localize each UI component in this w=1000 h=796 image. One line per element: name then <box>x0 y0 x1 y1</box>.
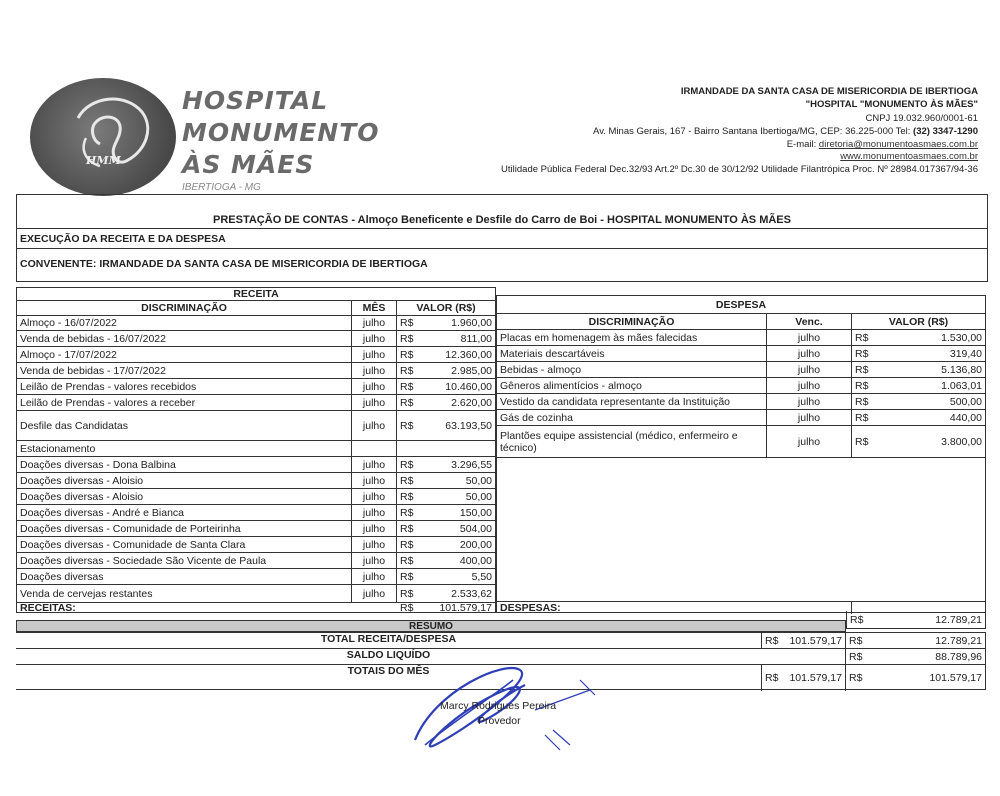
receita-row-disc: Doações diversas - Aloisio <box>17 489 352 504</box>
despesa-row-currency: R$ <box>855 435 869 448</box>
resumo-row-label: SALDO LIQUÍDO <box>346 649 431 661</box>
despesa-row-valor: 500,00 <box>949 395 982 408</box>
resumo-row <box>16 633 985 649</box>
resumo-heading-row <box>16 620 846 632</box>
receita-row-currency: R$ <box>400 396 414 409</box>
resumo-heading: RESUMO <box>409 621 453 631</box>
execucao-row <box>17 229 987 249</box>
receita-row-valor: 63.193,50 <box>445 419 492 432</box>
receita-row-currency: R$ <box>400 348 414 361</box>
despesa-col-venc: Venc. <box>767 314 852 329</box>
receita-total-row <box>17 601 495 614</box>
logo-text-line-3: ÀS MÃES <box>182 150 315 179</box>
resumo-row-despesa-currency: R$ <box>849 634 863 647</box>
convenente-label: CONVENENTE: IRMANDADE DA SANTA CASA DE MISERICORDIA DE IBERTIOGA <box>20 258 428 270</box>
despesa-total-label: DESPESAS: <box>497 602 852 614</box>
receita-col-valor: VALOR (R$) <box>416 302 476 314</box>
despesa-row-currency: R$ <box>855 411 869 424</box>
receita-row-valor: 3.296,55 <box>451 458 492 471</box>
despesa-row-disc: Placas em homenagem às mães falecidas <box>497 330 767 345</box>
despesa-row-disc: Materiais descartáveis <box>497 346 767 361</box>
receita-row-valor: 1.960,00 <box>451 317 492 329</box>
despesa-row-disc: Plantões equipe assistencial (médico, enfermeiro e técnico) <box>497 426 767 457</box>
despesa-row-disc: Vestido da candidata representante da Instituição <box>497 394 767 409</box>
despesa-row <box>497 410 985 426</box>
receita-row-valor: 2.620,00 <box>451 396 492 409</box>
resumo-row-despesa-currency: R$ <box>849 672 863 684</box>
receita-row-disc: Venda de bebidas - 16/07/2022 <box>17 331 352 346</box>
receita-row-currency: R$ <box>400 587 414 600</box>
receita-row-currency: R$ <box>400 458 414 471</box>
receita-row <box>17 379 495 395</box>
receita-row-disc: Almoço - 16/07/2022 <box>17 316 352 330</box>
receita-row <box>17 505 495 521</box>
receita-row-currency: R$ <box>400 380 414 393</box>
info-box <box>16 194 988 282</box>
receita-row-valor: 200,00 <box>459 538 492 551</box>
despesa-table <box>496 295 986 613</box>
receita-row-mes: julho <box>352 585 397 602</box>
receita-row <box>17 521 495 537</box>
resumo-row-despesa: 101.579,17 <box>929 672 982 684</box>
despesa-row-disc: Gêneros alimentícios - almoço <box>497 378 767 393</box>
receita-row-disc: Doações diversas - Sociedade São Vicente de Paula <box>17 553 352 568</box>
despesa-row-valor: 319,40 <box>949 347 982 360</box>
hospital-logo <box>30 78 176 196</box>
website-link[interactable]: www.monumentoasmaes.com.br <box>840 151 978 162</box>
receita-row <box>17 441 495 457</box>
receita-row-disc: Doações diversas - Aloisio <box>17 473 352 488</box>
execucao-label: EXECUÇÃO DA RECEITA E DA DESPESA <box>20 232 226 245</box>
despesa-row <box>497 330 985 346</box>
receita-row-currency: R$ <box>400 490 414 503</box>
receita-row-currency: R$ <box>400 317 414 329</box>
receita-row-valor: 150,00 <box>459 506 492 519</box>
despesa-total-currency: R$ <box>850 613 864 626</box>
despesa-header-row <box>497 314 985 330</box>
receita-row-mes: julho <box>352 316 397 330</box>
receita-row <box>17 411 495 441</box>
receita-row-disc: Venda de bebidas - 17/07/2022 <box>17 363 352 378</box>
receita-row-currency: R$ <box>400 522 414 535</box>
email-line: E-mail: diretoria@monumentoasmaes.com.br <box>786 139 978 150</box>
receita-row <box>17 569 495 585</box>
receita-row <box>17 395 495 411</box>
receita-row-currency: R$ <box>400 474 414 487</box>
despesa-row-disc: Bebidas - almoço <box>497 362 767 377</box>
receita-row-disc: Doações diversas - Comunidade de Porteirinha <box>17 521 352 536</box>
despesa-row-disc: Gás de cozinha <box>497 410 767 425</box>
receita-row-mes <box>352 441 397 456</box>
receita-row <box>17 316 495 331</box>
hospital-name: "HOSPITAL "MONUMENTO ÀS MÃES" <box>805 99 978 110</box>
receita-row-disc: Desfile das Candidatas <box>17 411 352 440</box>
despesa-row-valor: 3.800,00 <box>941 435 982 448</box>
receita-row-mes: julho <box>352 521 397 536</box>
despesa-row <box>497 394 985 410</box>
despesa-row-valor: 1.530,00 <box>941 331 982 344</box>
despesa-row-venc: julho <box>767 330 852 345</box>
mother-silhouette-icon <box>30 78 176 196</box>
address: Av. Minas Gerais, 167 - Bairro Santana Ibertioga/MG, CEP: 36.225-000 Tel: (32) 3347-1290 <box>593 126 978 137</box>
report-title: PRESTAÇÃO DE CONTAS - Almoço Beneficente e Desfile do Carro de Boi - HOSPITAL MONUMENTO ÀS MÃES <box>213 213 791 226</box>
resumo-row-despesa-currency: R$ <box>849 650 863 663</box>
receita-row <box>17 331 495 347</box>
despesa-row-venc: julho <box>767 426 852 457</box>
receita-row-disc: Doações diversas - Comunidade de Santa Clara <box>17 537 352 552</box>
despesa-row-currency: R$ <box>855 363 869 376</box>
receita-row-disc: Doações diversas <box>17 569 352 584</box>
receita-row-valor: 2.985,00 <box>451 364 492 377</box>
receita-row-valor: 10.460,00 <box>445 380 492 393</box>
receita-row-valor: 50,00 <box>465 490 492 503</box>
despesa-row-valor: 440,00 <box>949 411 982 424</box>
resumo-row-despesa: 88.789,96 <box>935 650 982 663</box>
receita-total-label: RECEITAS: <box>20 601 76 614</box>
receita-row-disc: Estacionamento <box>17 441 352 456</box>
despesa-row-venc: julho <box>767 378 852 393</box>
receita-row-mes: julho <box>352 457 397 472</box>
receita-header-row <box>17 301 495 316</box>
receita-row-currency: R$ <box>400 538 414 551</box>
despesa-row-venc: julho <box>767 362 852 377</box>
despesa-heading: DESPESA <box>715 298 767 311</box>
signatory-name: Marcy Rodrigues Pereira <box>440 700 557 712</box>
convenente-row <box>17 249 987 279</box>
receita-row-disc: Doações diversas - Dona Balbina <box>17 457 352 472</box>
receita-row <box>17 489 495 505</box>
cnpj: CNPJ 19.032.960/0001-61 <box>865 113 978 124</box>
receita-row-currency: R$ <box>400 419 414 432</box>
receita-row-valor: 12.360,00 <box>445 348 492 361</box>
receita-row-mes: julho <box>352 395 397 410</box>
resumo-row-receita: 101.579,17 <box>783 633 846 648</box>
receita-row-disc: Leilão de Prendas - valores a receber <box>17 395 352 410</box>
despesa-row-valor: 5.136,80 <box>941 363 982 376</box>
receita-row <box>17 347 495 363</box>
receita-row-currency: R$ <box>400 506 414 519</box>
receita-row-currency: R$ <box>400 554 414 567</box>
despesa-row <box>497 346 985 362</box>
receita-table <box>16 287 496 613</box>
receita-row-valor: 5,50 <box>471 570 492 583</box>
receita-row-currency: R$ <box>400 570 414 583</box>
despesa-row <box>497 362 985 378</box>
receita-row-mes: julho <box>352 347 397 362</box>
resumo-row-label: TOTAL RECEITA/DESPESA <box>320 633 457 645</box>
logo-text-line-1: HOSPITAL <box>182 86 329 115</box>
logo-city: IBERTIOGA - MG <box>182 182 261 193</box>
despesa-total-box <box>846 611 986 629</box>
despesa-row-venc: julho <box>767 410 852 425</box>
email-link[interactable]: diretoria@monumentoasmaes.com.br <box>818 139 978 150</box>
receita-row-disc: Leilão de Prendas - valores recebidos <box>17 379 352 394</box>
receita-total-currency: R$ <box>400 601 414 614</box>
receita-row-mes: julho <box>352 379 397 394</box>
despesa-row <box>497 378 985 394</box>
receita-heading: RECEITA <box>233 288 279 300</box>
despesa-row-valor: 1.063,01 <box>941 379 982 392</box>
receita-row-valor: 811,00 <box>460 332 492 345</box>
despesa-col-disc: DISCRIMINAÇÃO <box>497 314 767 329</box>
receita-row-currency: R$ <box>400 364 414 377</box>
receita-row-valor: 2.533,62 <box>451 587 492 600</box>
receita-row-mes: julho <box>352 569 397 584</box>
despesa-col-valor: VALOR (R$) <box>888 315 949 328</box>
receita-heading-row <box>17 288 495 301</box>
receita-row-valor <box>422 441 495 456</box>
despesa-total-value: 12.789,21 <box>935 613 982 626</box>
receita-row-disc: Almoço - 17/07/2022 <box>17 347 352 362</box>
despesa-row-currency: R$ <box>855 347 869 360</box>
receita-row-disc: Venda de cervejas restantes <box>17 585 352 602</box>
org-name: IRMANDADE DA SANTA CASA DE MISERICORDIA DE IBERTIOGA <box>680 86 978 97</box>
receita-row-currency: R$ <box>400 332 414 345</box>
logo-initials: HMM <box>86 154 121 167</box>
receita-col-mes: MÊS <box>352 301 397 315</box>
receita-row <box>17 457 495 473</box>
resumo-row-receita: 101.579,17 <box>783 665 846 691</box>
receita-row-mes: julho <box>352 489 397 504</box>
receita-row <box>17 363 495 379</box>
report-title-row <box>17 211 987 229</box>
receita-row <box>17 537 495 553</box>
resumo-row-receita-currency: R$ <box>761 633 783 648</box>
receita-row <box>17 553 495 569</box>
receita-row-mes: julho <box>352 553 397 568</box>
receita-row-disc: Doações diversas - André e Bianca <box>17 505 352 520</box>
despesa-row <box>497 426 985 458</box>
receita-row-mes: julho <box>352 505 397 520</box>
resumo-row-receita-currency: R$ <box>761 665 783 691</box>
receita-row-mes: julho <box>352 537 397 552</box>
signatory-role: Provedor <box>478 715 521 727</box>
receita-row-valor: 400,00 <box>459 554 492 567</box>
despesa-heading-row <box>497 296 985 314</box>
receita-row-valor: 50,00 <box>465 474 492 487</box>
resumo-row-receita <box>783 649 846 664</box>
resumo-row-label: TOTAIS DO MÊS <box>347 665 430 677</box>
resumo-row-despesa: 12.789,21 <box>935 634 982 647</box>
receita-row <box>17 473 495 489</box>
receita-row-valor: 504,00 <box>459 522 492 535</box>
receita-row-mes: julho <box>352 331 397 346</box>
receita-col-disc: DISCRIMINAÇÃO <box>17 301 352 315</box>
despesa-row-currency: R$ <box>855 331 869 344</box>
despesa-row-venc: julho <box>767 394 852 409</box>
utility-info: Utilidade Pública Federal Dec.32/93 Art.2º Dc.30 de 30/12/92 Utilidade Filantrópica Proc. Nº 28984.017367/94-36 <box>501 164 978 175</box>
despesa-row-currency: R$ <box>855 379 869 392</box>
despesa-row-venc: julho <box>767 346 852 361</box>
receita-row-mes: julho <box>352 411 397 440</box>
receita-row-mes: julho <box>352 363 397 378</box>
logo-text-line-2: MONUMENTO <box>182 118 380 147</box>
receita-row-mes: julho <box>352 473 397 488</box>
despesa-row-currency: R$ <box>855 395 869 408</box>
receita-total-value: 101.579,17 <box>439 601 492 614</box>
